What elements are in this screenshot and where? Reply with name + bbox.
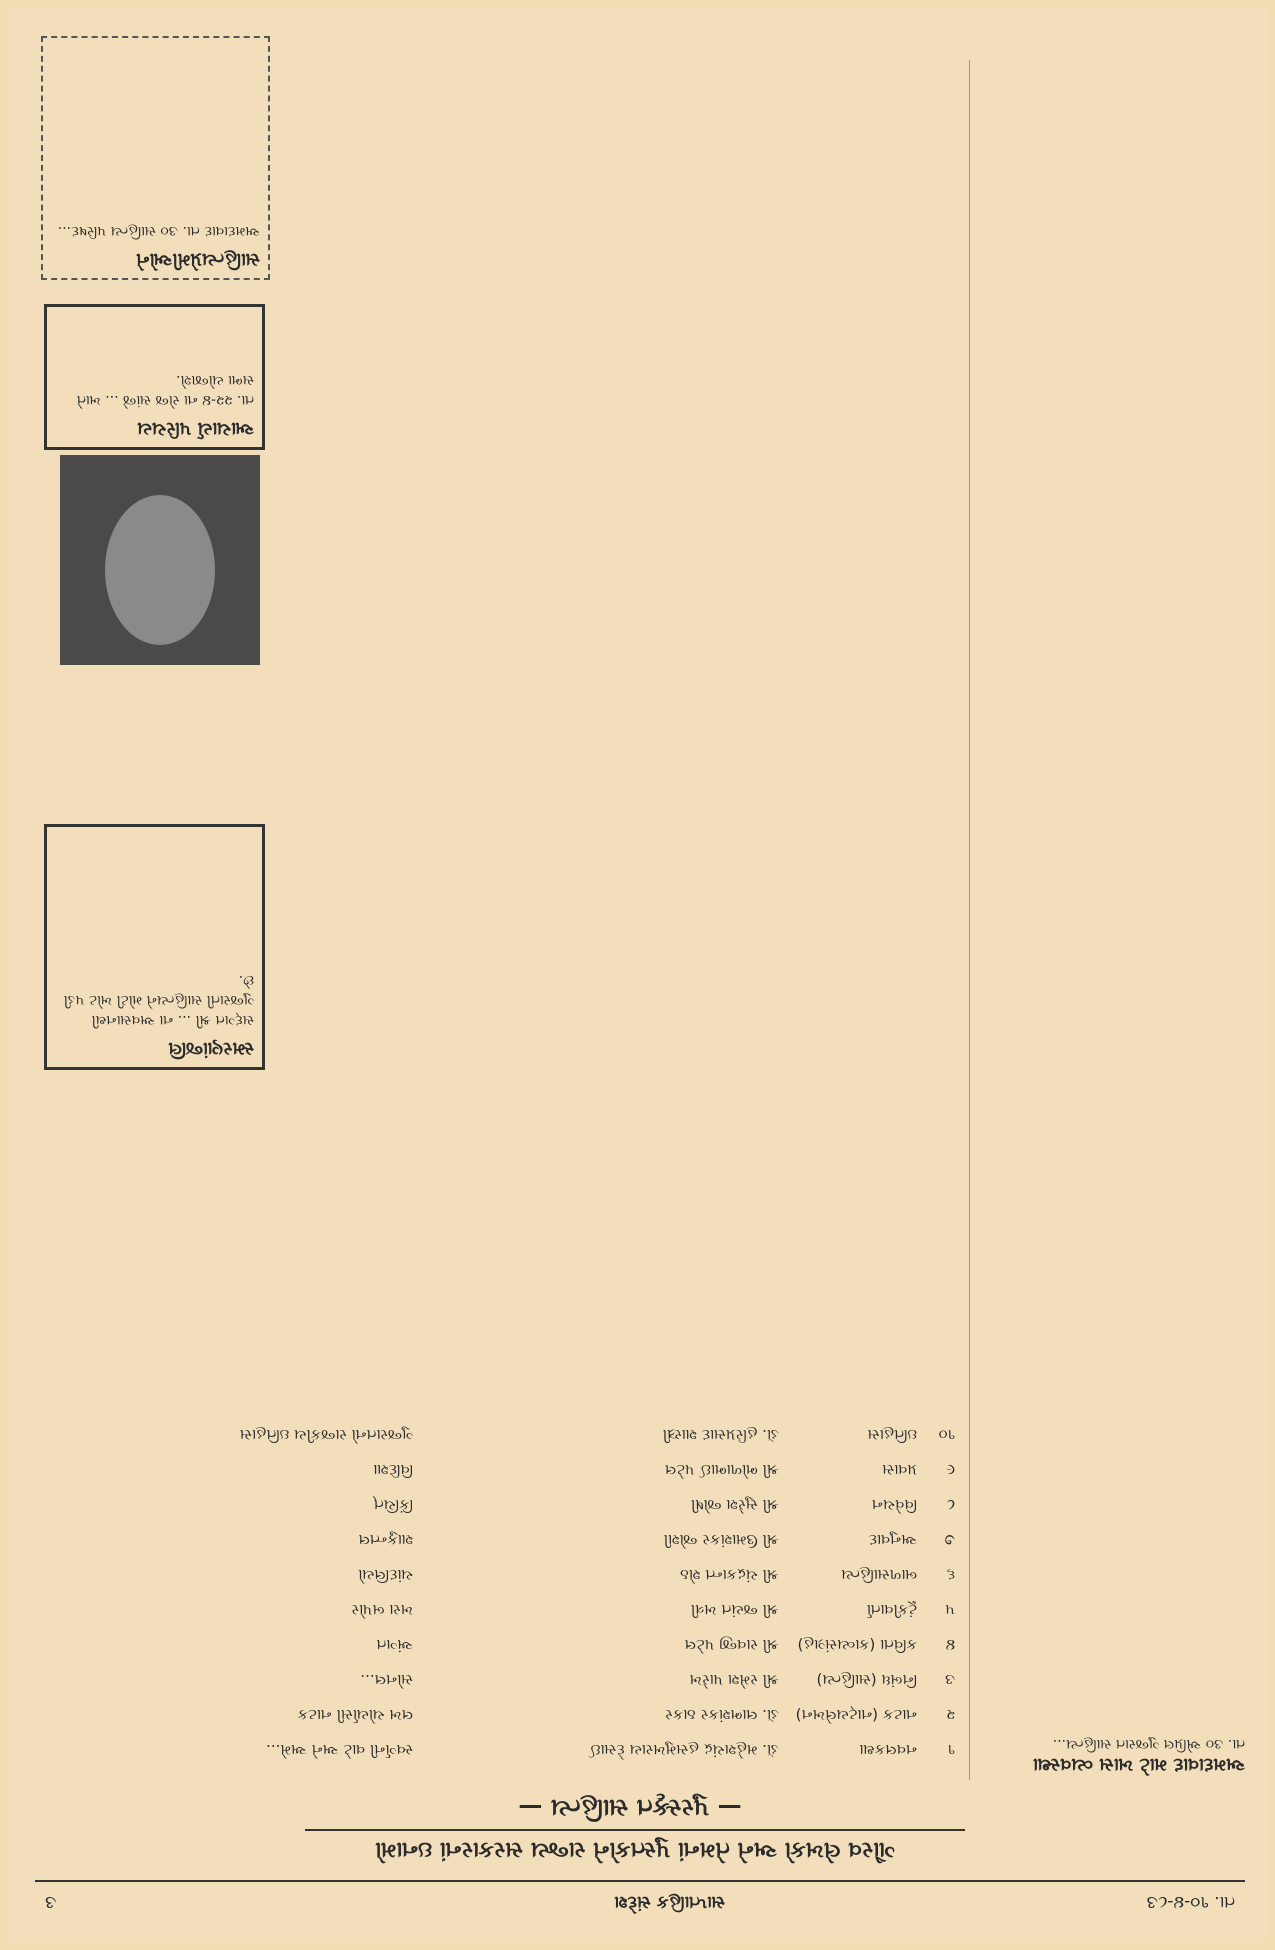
table-cell-book: અંગત — [376, 1636, 413, 1654]
table-cell-book: ખરા બપોર — [351, 1601, 413, 1619]
header-date: તા. ૧૦-૪-૮૩ — [1146, 1892, 1235, 1912]
table-cell-book: શાકુન્તલ — [358, 1531, 413, 1549]
portrait-face — [105, 495, 215, 645]
bottom-right-title: અમદાવાદ માટે ખાસ વ્યવસ્થા — [1032, 1754, 1245, 1775]
table-row — [55, 1529, 955, 1550]
table-cell-cat: વિવેચન — [871, 1496, 917, 1514]
table-cell-num: ૮ — [946, 1496, 955, 1514]
table-cell-cat: નિબંધ (સાહિત્ય) — [816, 1671, 917, 1689]
header-page-number: ૩ — [45, 1892, 57, 1912]
portrait-photo — [60, 455, 260, 665]
notice-box-3 — [41, 36, 270, 280]
table-cell-author: શ્રી ચંદ્રકાન્ત શેઠ — [680, 1566, 779, 1584]
table-cell-book: વિદિશા — [373, 1461, 413, 1479]
table-row — [55, 1424, 955, 1445]
table-cell-num: ૫ — [945, 1601, 955, 1619]
table-cell-num: ૯ — [946, 1461, 955, 1479]
table-cell-cat: ઇતિહાસ — [867, 1426, 917, 1444]
notice-box-1 — [44, 824, 265, 1070]
table-cell-cat: કવિતા (કાવ્યસંગ્રહ) — [797, 1636, 917, 1654]
table-cell-num: ૪ — [945, 1636, 955, 1654]
table-cell-num: ૧૦ — [938, 1426, 955, 1444]
header-paper-name: સાપ્તાહિક સંદેશ — [614, 1892, 725, 1912]
table-cell-num: ૧ — [947, 1741, 955, 1759]
table-row — [55, 1634, 955, 1655]
notice-box-2 — [44, 304, 265, 450]
table-cell-book: ચાંદલિયો — [358, 1566, 413, 1584]
table-cell-author: ડૉ. મહેશચંદ્ર હસમુખરાય દેસાઈ — [588, 1741, 779, 1759]
table-cell-book: કિંચિત્ — [373, 1496, 413, 1514]
left-column — [975, 1734, 1245, 1775]
table-cell-author: શ્રી ઉમાશંકર જોશી — [663, 1531, 779, 1549]
notice-box-2-title: આચાર્ય પરિચય — [137, 418, 254, 439]
table-cell-author: શ્રી ભોળાભાઈ પટેલ — [664, 1461, 779, 1479]
section-title: — પુરસ્કૃત સાહિત્ય — — [518, 1794, 742, 1822]
table-row — [55, 1459, 955, 1480]
table-cell-cat: પ્રવાસ — [882, 1461, 917, 1479]
notice-box-3-text: અમદાવાદ તા. ૩૦ સાહિત્ય પરિષદ... — [57, 223, 260, 239]
notice-box-1-text: સદ્ગત શ્રી ... ના અવસાનથી ગુજરાતી સાહિત્યને મોટી ખોટ પડી છે. — [63, 972, 254, 1028]
table-cell-author: શ્રી રાવજી પટેલ — [684, 1636, 779, 1654]
table-cell-num: ૬ — [946, 1566, 955, 1584]
awards-table — [55, 1410, 955, 1760]
table-cell-book: લખ ચોર્યાસી નાટક — [297, 1706, 413, 1724]
table-row — [55, 1739, 955, 1760]
notice-box-3-title: સાહિત્યપ્રેમીઓને — [136, 249, 260, 270]
table-row — [55, 1564, 955, 1585]
header-rule — [35, 1880, 1245, 1882]
table-cell-author: શ્રી જયંત ખત્રી — [690, 1601, 779, 1619]
table-cell-num: ૩ — [945, 1671, 955, 1689]
banner-headline: ગૌરવ લેખકો અને તેમનાં પુસ્તકોને રાજ્ય સરકારનાં ઇનામો — [305, 1829, 965, 1862]
table-row — [55, 1704, 955, 1725]
table-row — [55, 1599, 955, 1620]
table-row — [55, 1669, 955, 1690]
table-cell-book: સોનલ... — [360, 1671, 413, 1689]
table-cell-book: ગુજરાતનો રાજકીય ઇતિહાસ — [239, 1426, 413, 1444]
table-cell-num: ૨ — [946, 1706, 955, 1724]
table-cell-cat: ટૂંકીવાર્તા — [866, 1601, 917, 1619]
table-cell-num: ૭ — [944, 1531, 955, 1549]
table-row — [55, 1494, 955, 1515]
table-cell-book: સ્વર્ગની વાટે અને અમે... — [266, 1741, 413, 1759]
notice-box-1-title: સ્મરણાંજલિ — [168, 1038, 254, 1059]
table-cell-author: ડૉ. લાભશંકર ઠાકર — [664, 1706, 779, 1724]
table-cell-cat: બાળસાહિત્ય — [841, 1566, 917, 1584]
table-cell-cat: અનુવાદ — [868, 1531, 917, 1549]
table-cell-author: શ્રી સુરેશ જોષી — [690, 1496, 779, 1514]
page-header — [35, 1886, 1245, 1912]
table-cell-cat: નવલકથા — [859, 1741, 917, 1759]
notice-box-2-text: તા. ૨૨-૪ ના રોજ સાંજે ... ખાતે સભા યોજાશે. — [76, 372, 254, 408]
table-cell-author: ડૉ. હરિપ્રસાદ શાસ્ત્રી — [662, 1426, 779, 1444]
table-cell-cat: નાટક (નાટ્યલેખન) — [795, 1706, 917, 1724]
bottom-right-text: તા. ૩૦ એપ્રિલ ગુજરાત સાહિત્ય... — [1052, 1736, 1245, 1752]
table-cell-author: શ્રી રમેશ પારેખ — [689, 1671, 779, 1689]
column-divider-1 — [969, 60, 970, 1780]
